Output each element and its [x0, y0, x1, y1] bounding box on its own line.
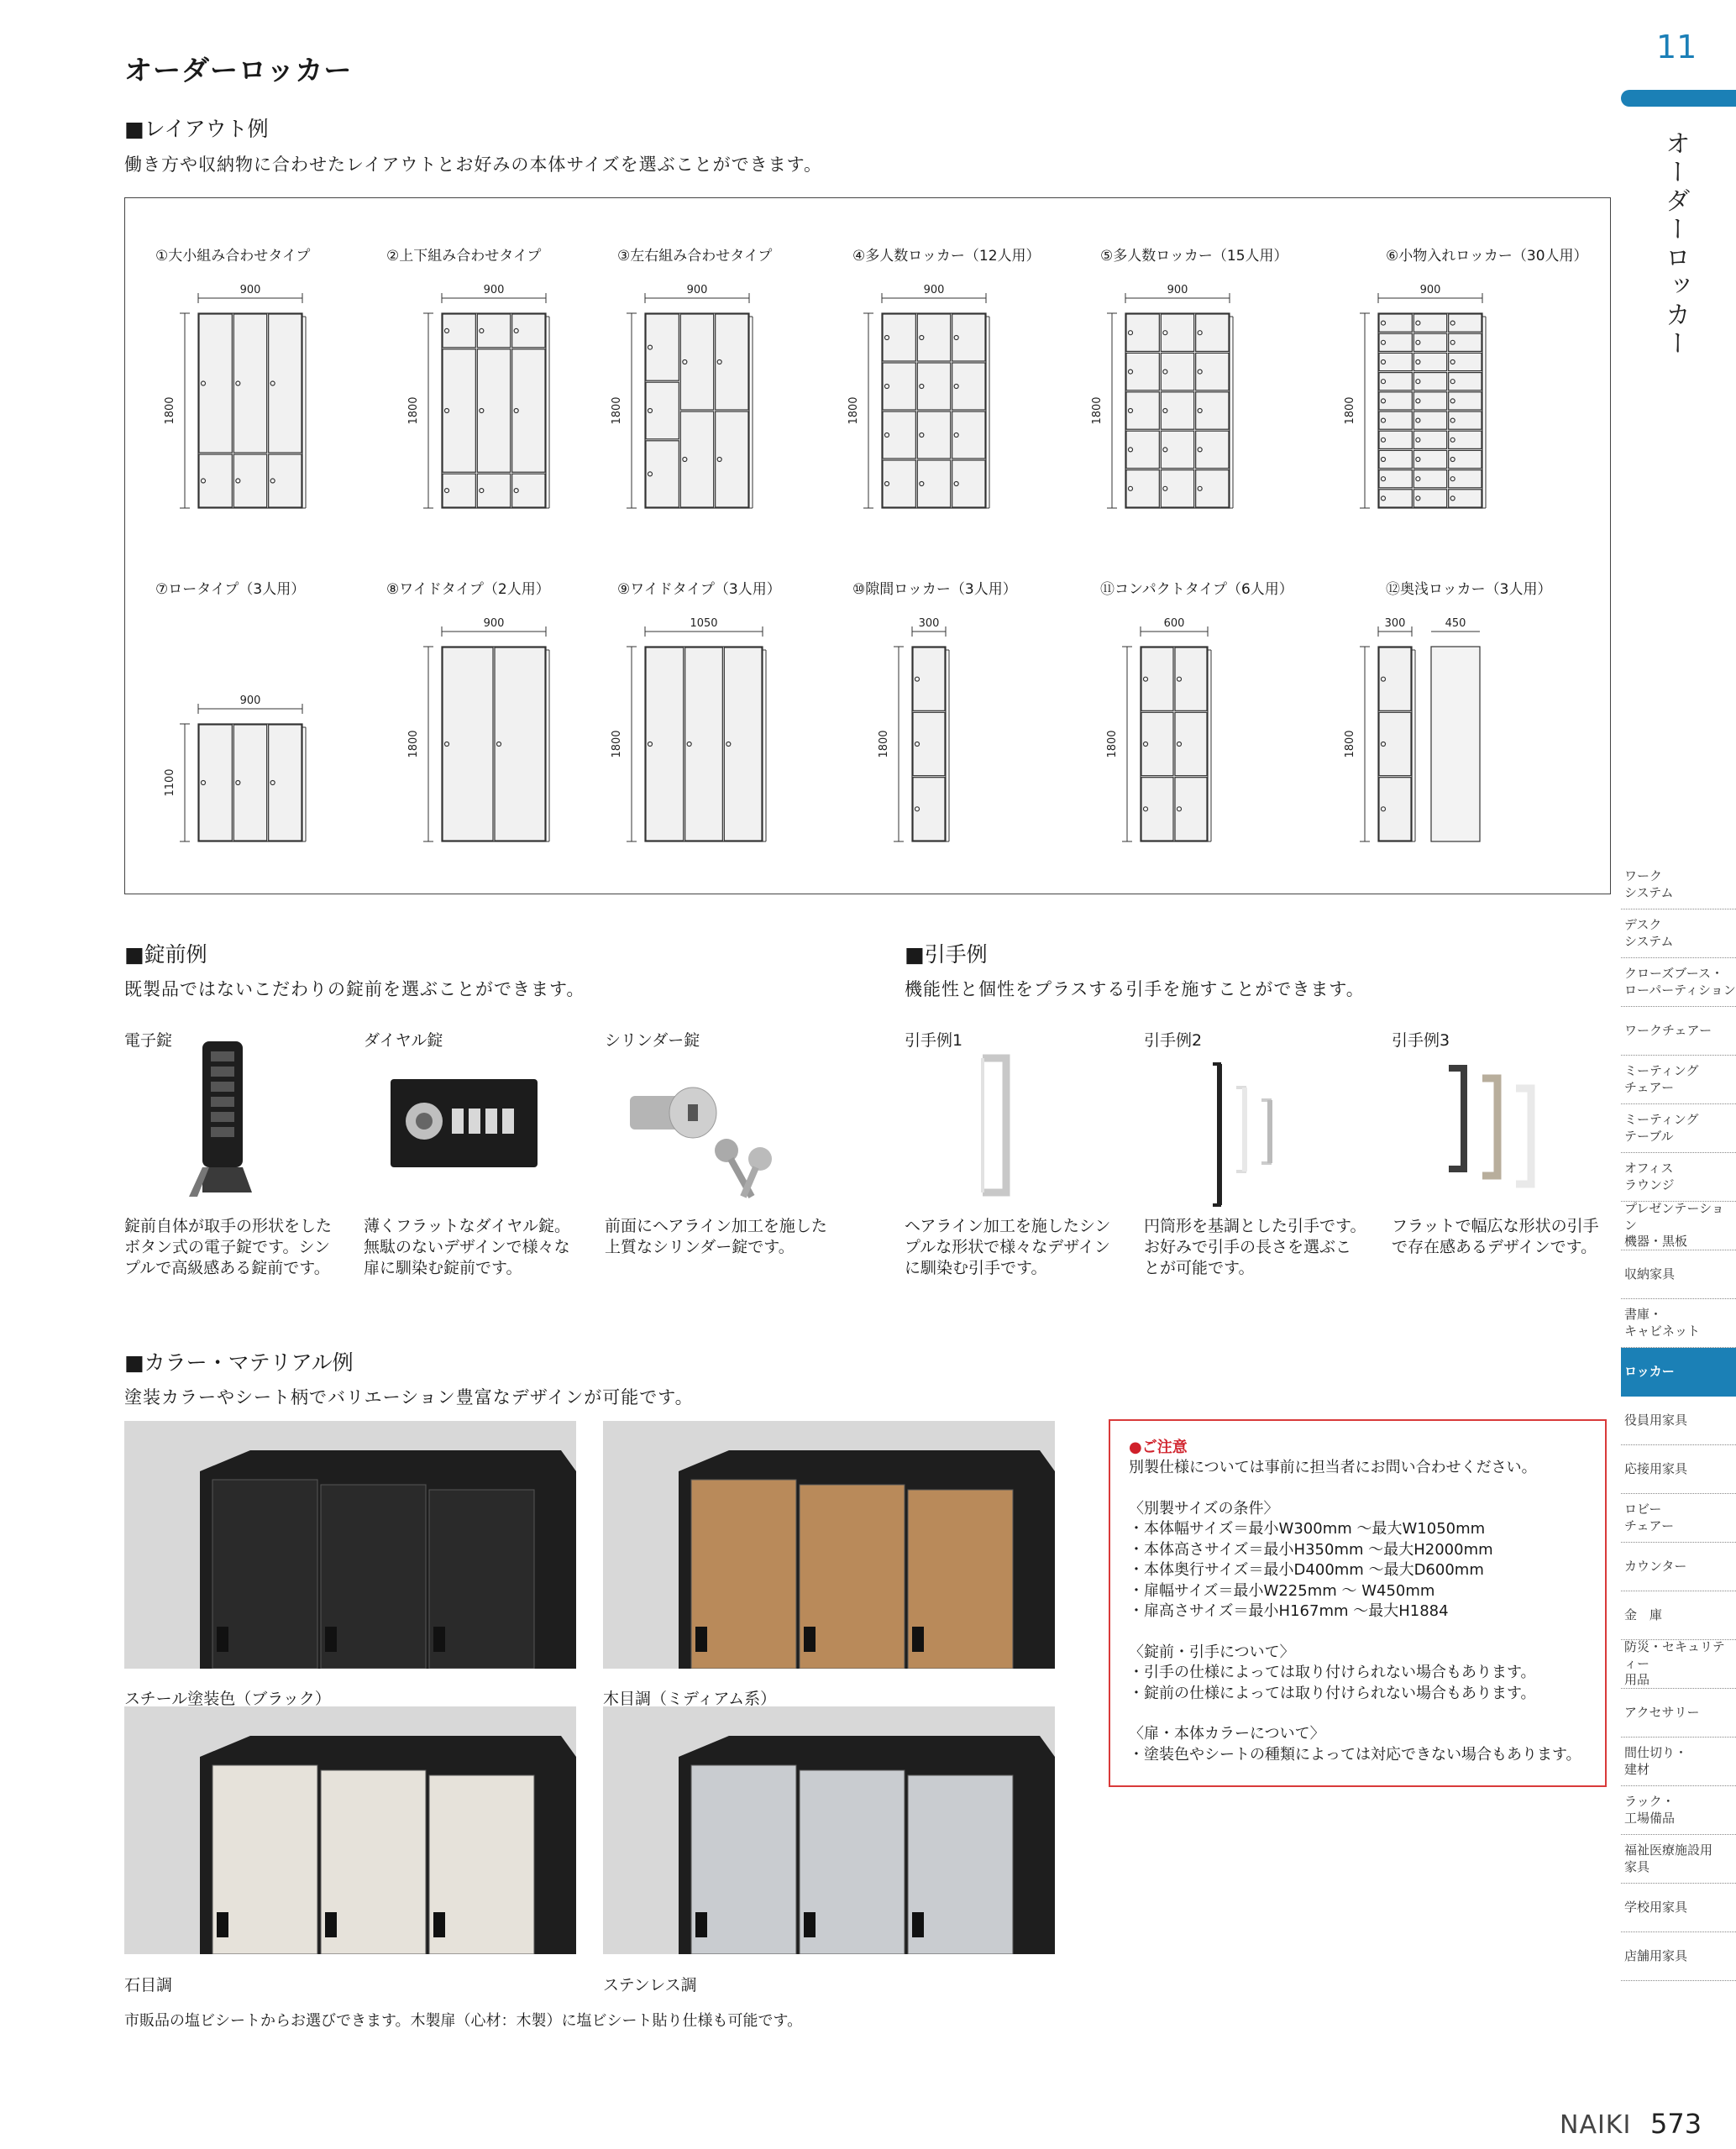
- notice-line: [1129, 1704, 1587, 1724]
- lock-desc-3: 前面にヘアライン加工を施した 上質なシリンダー錠です。: [605, 1217, 827, 1257]
- dimension-width: 900: [239, 284, 261, 296]
- color-caption: 石目調: [124, 1976, 173, 1994]
- layout-type-label: ⑪コンパクトタイプ（6人用）: [1100, 581, 1293, 598]
- layout-type-label: ⑦ロータイプ（3人用）: [155, 581, 306, 598]
- dimension-height: 1800: [878, 730, 890, 758]
- sidebar-item[interactable]: ワーク システム: [1621, 861, 1736, 909]
- sidebar-item[interactable]: 店舗用家具: [1621, 1932, 1736, 1981]
- dimension-height: 1800: [407, 396, 420, 425]
- sidebar-item[interactable]: アクセサリー: [1621, 1689, 1736, 1738]
- notice-line: [1129, 1622, 1587, 1643]
- handle-desc-1: ヘアライン加工を施したシン プルな形状で様々なデザイン に馴染む引手です。: [905, 1217, 1111, 1278]
- layout-type-label: ⑨ワイドタイプ（3人用）: [617, 581, 781, 598]
- color-swatch-image: [124, 1706, 576, 1954]
- dimension-width: 900: [1419, 284, 1441, 296]
- lock-desc-1: 錠前自体が取手の形状をした ボタン式の電子錠です。シン プルで高級感ある錠前です。: [124, 1217, 333, 1278]
- layout-type-label: ⑧ワイドタイプ（2人用）: [386, 581, 550, 598]
- notice-line: ・本体幅サイズ＝最小W300mm 〜最大W1050mm: [1129, 1520, 1486, 1538]
- dimension-width: 600: [1163, 617, 1185, 630]
- notice-box: [1109, 1419, 1607, 1787]
- notice-line: 〈別製サイズの条件〉: [1129, 1499, 1279, 1517]
- color-swatch-image: [603, 1421, 1055, 1669]
- handle-desc: 機能性と個性をプラスする引手を施すことができます。: [905, 979, 1365, 999]
- notice-line: ・錠前の仕様によっては取り付けられない場合もあります。: [1129, 1684, 1536, 1702]
- dimension-height: 1800: [847, 396, 860, 425]
- color-heading: ■カラー・マテリアル例: [124, 1350, 354, 1375]
- dimension-width: 300: [1384, 617, 1406, 630]
- dimension-width: 900: [483, 284, 505, 296]
- notice-line: 別製仕様については事前に担当者にお問い合わせください。: [1129, 1459, 1537, 1477]
- sidebar-item[interactable]: プレゼンテーション 機器・黒板: [1621, 1202, 1736, 1250]
- handle-3-image: [1432, 1060, 1550, 1194]
- sidebar-item[interactable]: ワークチェアー: [1621, 1007, 1736, 1056]
- dimension-width: 1050: [690, 617, 718, 630]
- sidebar-item[interactable]: オフィス ラウンジ: [1621, 1153, 1736, 1202]
- layout-type-label: ⑫奥浅ロッカー（3人用）: [1386, 581, 1552, 598]
- handle-desc-2: 円筒形を基調とした引手です。 お好みで引手の長さを選ぶこ とが可能です。: [1144, 1217, 1366, 1278]
- notice-line: ・本体奥行サイズ＝最小D400mm 〜最大D600mm: [1129, 1561, 1484, 1580]
- lock-desc-2: 薄くフラットなダイヤル錠。 無駄のないデザインで様々な 扉に馴染む錠前です。: [364, 1217, 571, 1278]
- color-swatch-image: [603, 1706, 1055, 1954]
- notice-line: ・本体高さサイズ＝最小H350mm 〜最大H2000mm: [1129, 1540, 1493, 1559]
- sidebar-item[interactable]: 応接用家具: [1621, 1445, 1736, 1494]
- dimension-width: 900: [483, 617, 505, 630]
- dimension-height: 1800: [407, 730, 420, 758]
- sidebar-item[interactable]: ロビー チェアー: [1621, 1494, 1736, 1543]
- sidebar-item[interactable]: 学校用家具: [1621, 1884, 1736, 1932]
- color-caption: 木目調（ミディアム系）: [603, 1690, 777, 1708]
- layout-type-label: ⑩隙間ロッカー（3人用）: [852, 581, 1017, 598]
- sidebar-item[interactable]: ラック・ 工場備品: [1621, 1786, 1736, 1835]
- handle-2-image: [1201, 1054, 1302, 1213]
- notice-line: ・扉高さサイズ＝最小H167mm 〜最大H1884: [1129, 1602, 1449, 1621]
- handle-1-image: [966, 1050, 1033, 1201]
- handle-heading: ■引手例: [905, 942, 988, 967]
- sidebar-item[interactable]: クローズブース・ ローパーティション: [1621, 958, 1736, 1007]
- sidebar-item[interactable]: カウンター: [1621, 1543, 1736, 1591]
- layout-type-label: ⑥小物入れロッカー（30人用）: [1386, 248, 1588, 265]
- page-title: オーダーロッカー: [124, 54, 353, 86]
- handle-name: 引手例3: [1392, 1031, 1450, 1050]
- notice-line: 〈扉・本体カラーについて〉: [1129, 1725, 1325, 1743]
- dimension-height: 1800: [1106, 730, 1119, 758]
- footer-brand: NAIKI: [1560, 2110, 1632, 2140]
- layout-drawings: [124, 197, 1611, 894]
- sidebar-item[interactable]: ミーティング チェアー: [1621, 1056, 1736, 1104]
- layout-desc: 働き方や収納物に合わせたレイアウトとお好みの本体サイズを選ぶことができます。: [124, 155, 822, 175]
- dimension-width: 900: [1167, 284, 1188, 296]
- color-desc: 塗装カラーやシート柄でバリエーション豊富なデザインが可能です。: [124, 1387, 694, 1407]
- color-caption: ステンレス調: [603, 1976, 697, 1994]
- lock-heading: ■錠前例: [124, 942, 207, 967]
- notice-line: [1129, 1479, 1587, 1499]
- sidebar-item[interactable]: 収納家具: [1621, 1250, 1736, 1299]
- color-footnote: 市販品の塩ビシートからお選びできます。木製扉（心材：木製）に塩ビシート貼り仕様も可能です。: [124, 2012, 803, 2030]
- dimension-depth: 450: [1445, 617, 1466, 630]
- dimension-width: 900: [686, 284, 708, 296]
- sidebar-item[interactable]: ロッカー: [1621, 1348, 1736, 1397]
- dimension-width: 900: [239, 694, 261, 707]
- sidebar-item[interactable]: ミーティング テーブル: [1621, 1104, 1736, 1153]
- dimension-height: 1800: [1344, 396, 1356, 425]
- dimension-height: 1800: [611, 396, 623, 425]
- color-swatch-image: [124, 1421, 576, 1669]
- sidebar-item[interactable]: 防災・セキュリティー 用品: [1621, 1640, 1736, 1689]
- sidebar-item[interactable]: 役員用家具: [1621, 1397, 1736, 1445]
- dimension-height: 1800: [611, 730, 623, 758]
- notice-line: ・扉幅サイズ＝最小W225mm 〜 W450mm: [1129, 1581, 1435, 1600]
- lock-desc: 既製品ではないこだわりの錠前を選ぶことができます。: [124, 979, 585, 999]
- electronic-lock-image: [172, 1033, 265, 1201]
- chapter-tab-bar: [1621, 90, 1736, 107]
- lock-name: シリンダー錠: [605, 1031, 700, 1050]
- sidebar-item[interactable]: 福祉医療施設用 家具: [1621, 1835, 1736, 1884]
- layout-type-label: ①大小組み合わせタイプ: [155, 248, 311, 265]
- sidebar-item[interactable]: 金 庫: [1621, 1591, 1736, 1640]
- notice-line: 〈錠前・引手について〉: [1129, 1643, 1295, 1661]
- sidebar-item[interactable]: 間仕切り・ 建材: [1621, 1738, 1736, 1786]
- handle-name: 引手例1: [905, 1031, 963, 1050]
- page-number: 573: [1650, 2108, 1702, 2140]
- dial-lock-image: [386, 1075, 546, 1176]
- layout-heading: ■レイアウト例: [124, 117, 269, 141]
- color-caption: スチール塗装色（ブラック）: [124, 1690, 331, 1708]
- notice-line: ・引手の仕様によっては取り付けられない場合もあります。: [1129, 1664, 1536, 1682]
- lock-name: ダイヤル錠: [364, 1031, 443, 1050]
- layout-type-label: ④多人数ロッカー（12人用）: [852, 248, 1041, 265]
- layout-type-label: ②上下組み合わせタイプ: [386, 248, 542, 265]
- handle-name: 引手例2: [1144, 1031, 1203, 1050]
- handle-desc-3: フラットで幅広な形状の引手 で存在感あるデザインです。: [1392, 1217, 1599, 1257]
- dimension-width: 300: [918, 617, 940, 630]
- dimension-height: 1800: [164, 396, 176, 425]
- chapter-number: 11: [1656, 29, 1697, 66]
- dimension-height: 1100: [164, 768, 176, 797]
- chapter-vertical-title: オーダーロッカー: [1660, 130, 1690, 359]
- notice-line: ・塗装色やシートの種類によっては対応できない場合もあります。: [1129, 1745, 1581, 1764]
- sidebar-item[interactable]: デスク システム: [1621, 909, 1736, 958]
- lock-name: 電子錠: [124, 1031, 173, 1050]
- dimension-height: 1800: [1344, 730, 1356, 758]
- dimension-width: 900: [923, 284, 945, 296]
- layout-type-label: ③左右組み合わせタイプ: [617, 248, 773, 265]
- notice-title: ●ご注意: [1129, 1439, 1188, 1456]
- layout-type-label: ⑤多人数ロッカー（15人用）: [1100, 248, 1288, 265]
- dimension-height: 1800: [1091, 396, 1104, 425]
- cylinder-lock-image: [617, 1079, 794, 1205]
- sidebar-item[interactable]: 書庫・ キャビネット: [1621, 1299, 1736, 1348]
